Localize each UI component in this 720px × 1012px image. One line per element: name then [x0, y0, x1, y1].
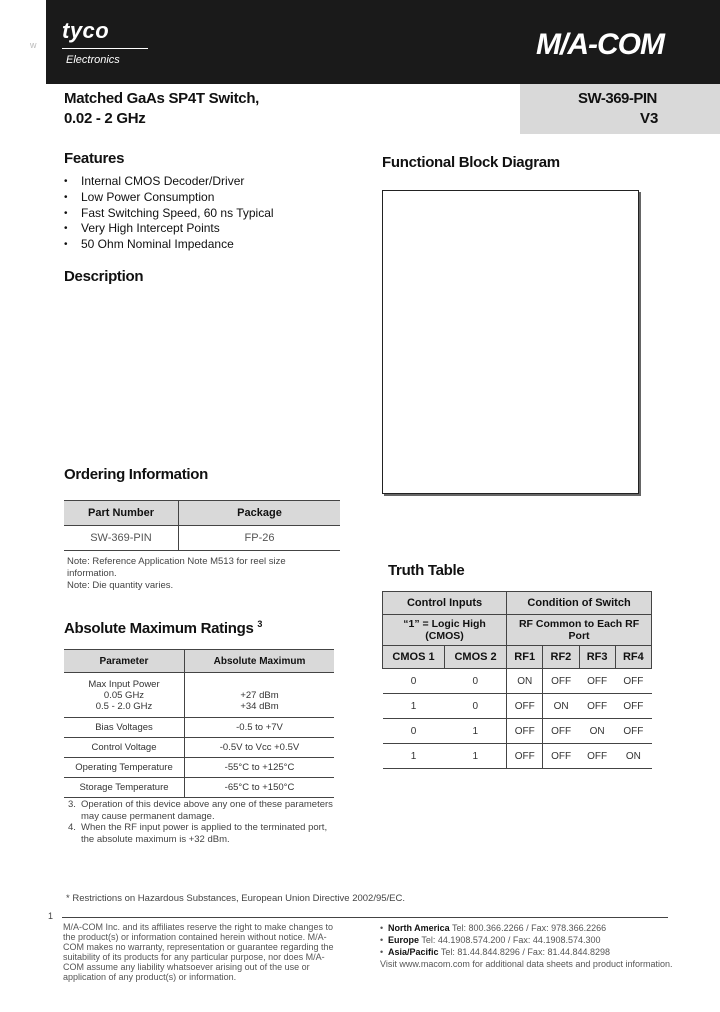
- note-line: When the RF input power is applied to the terminated port,: [81, 822, 328, 833]
- cell-line: 0.05 GHz: [103, 689, 145, 701]
- cell-line: [185, 679, 334, 690]
- amr-note: [68, 822, 338, 834]
- note-line: may cause permanent damage.: [81, 810, 215, 822]
- truth-table: [382, 591, 652, 769]
- feature-item: • Internal CMOS Decoder/Driver: [64, 174, 274, 190]
- contact-region: Europe: [388, 935, 420, 945]
- table-cell: ON: [507, 669, 543, 694]
- table-cell: 0: [445, 669, 507, 694]
- amr-note: [68, 799, 338, 811]
- side-mark: w: [30, 40, 37, 50]
- sub-header: “1” = Logic High (CMOS): [383, 615, 507, 646]
- column-header: Part Number: [64, 501, 179, 526]
- table-header-row: [383, 592, 652, 615]
- table-cell: 1: [445, 719, 507, 744]
- table-cell: [185, 673, 335, 718]
- features-heading: Features: [64, 150, 125, 167]
- footer-disclaimer: M/A-COM Inc. and its affiliates reserve the right to make changes to the product(s) or information contained herein without notice. M/A-COM makes no warranty, representation or guarantee regarding the suitability of its products for any particular purpose, nor does M/A-COM assume any liability whatsoever arising out of the use or application of any product(s) or information.: [63, 922, 334, 982]
- table-cell: OFF: [543, 719, 579, 744]
- block-diagram-heading: Functional Block Diagram: [382, 154, 560, 171]
- feature-item: • Fast Switching Speed, 60 ns Typical: [64, 206, 274, 222]
- page-number: 1: [48, 911, 54, 921]
- tyco-logo-rule: [62, 48, 148, 49]
- table-cell: OFF: [507, 719, 543, 744]
- table-cell: -0.5V to Vcc +0.5V: [185, 738, 335, 758]
- amr-heading: [64, 619, 262, 637]
- cell-line: +27 dBm: [240, 689, 279, 701]
- amr-table: [64, 649, 334, 798]
- table-header-row: [64, 501, 340, 526]
- table-row: [64, 778, 334, 798]
- feature-item: • Very High Intercept Points: [64, 221, 274, 237]
- table-row: [383, 744, 652, 769]
- table-cell: Operating Temperature: [64, 758, 185, 778]
- column-header: RF3: [579, 646, 615, 669]
- ordering-table: [64, 500, 340, 551]
- table-cell: OFF: [579, 669, 615, 694]
- truth-table-heading: Truth Table: [388, 562, 465, 579]
- table-cell: Control Voltage: [64, 738, 185, 758]
- column-header: RF2: [543, 646, 579, 669]
- note-number: 3.: [68, 799, 76, 810]
- column-header: Absolute Maximum: [185, 650, 335, 673]
- table-cell: Bias Voltages: [64, 718, 185, 738]
- table-cell: OFF: [579, 694, 615, 719]
- description-heading: Description: [64, 268, 144, 285]
- table-cell: OFF: [579, 744, 615, 769]
- visit-line: Visit www.macom.com for additional data sheets and product information.: [380, 959, 673, 969]
- table-cell: ON: [543, 694, 579, 719]
- table-cell: 0: [383, 669, 445, 694]
- table-header-row: [383, 615, 652, 646]
- column-header: RF4: [615, 646, 651, 669]
- ordering-note: Note: Die quantity varies.: [67, 580, 174, 591]
- table-cell: OFF: [507, 694, 543, 719]
- feature-item: • Low Power Consumption: [64, 190, 274, 206]
- column-header: Package: [179, 501, 341, 526]
- sub-header: RF Common to Each RF Port: [507, 615, 652, 646]
- product-title-line2: 0.02 - 2 GHz: [64, 110, 146, 127]
- table-cell: OFF: [615, 669, 651, 694]
- table-row: [64, 738, 334, 758]
- cell-line: +34 dBm: [240, 700, 279, 712]
- amr-heading-footnote: 3: [257, 619, 263, 629]
- features-list: [64, 174, 274, 253]
- ordering-heading: Ordering Information: [64, 466, 209, 483]
- contact-line: [380, 922, 672, 934]
- table-cell: OFF: [543, 744, 579, 769]
- table-cell: -55°C to +125°C: [185, 758, 335, 778]
- table-cell: OFF: [543, 669, 579, 694]
- column-header: RF1: [507, 646, 543, 669]
- table-cell: OFF: [615, 694, 651, 719]
- group-header: Control Inputs: [383, 592, 507, 615]
- tyco-logo-sub: Electronics: [66, 54, 120, 66]
- table-cell: 0: [445, 694, 507, 719]
- table-cell: ON: [615, 744, 651, 769]
- amr-notes: [68, 799, 338, 845]
- table-cell: 0: [383, 719, 445, 744]
- version: V3: [640, 110, 659, 127]
- table-cell: 1: [445, 744, 507, 769]
- contact-text: Tel: 800.366.2266 / Fax: 978.366.2266: [449, 923, 607, 933]
- table-row: [64, 673, 334, 718]
- rohs-note: * Restrictions on Hazardous Substances, European Union Directive 2002/95/EC.: [66, 893, 406, 904]
- ordering-notes: [67, 556, 307, 592]
- table-row: [64, 758, 334, 778]
- table-cell: -0.5 to +7V: [185, 718, 335, 738]
- footer-contacts: [380, 922, 672, 970]
- tyco-logo: tyco: [62, 18, 110, 43]
- amr-heading-text: Absolute Maximum Ratings: [64, 620, 254, 637]
- table-cell: OFF: [615, 719, 651, 744]
- contact-region: Asia/Pacific: [388, 947, 439, 957]
- table-row: [383, 669, 652, 694]
- table-cell: Storage Temperature: [64, 778, 185, 798]
- table-cell: 1: [383, 694, 445, 719]
- cell-line: 0.5 - 2.0 GHz: [95, 700, 153, 712]
- table-cell: [64, 673, 185, 718]
- part-number: SW-369-PIN: [578, 90, 657, 107]
- note-number: 4.: [68, 822, 76, 833]
- table-cell: -65°C to +150°C: [185, 778, 335, 798]
- product-title-line1: Matched GaAs SP4T Switch,: [64, 90, 260, 107]
- feature-item: • 50 Ohm Nominal Impedance: [64, 237, 274, 253]
- table-cell: SW-369-PIN: [64, 526, 179, 551]
- table-cell: FP-26: [179, 526, 341, 551]
- note-line: the absolute maximum is +32 dBm.: [81, 833, 230, 845]
- table-row: [64, 526, 340, 551]
- contact-text: Tel: 44.1908.574.200 / Fax: 44.1908.574.300: [419, 935, 601, 945]
- table-row: [383, 694, 652, 719]
- table-header-row: [64, 650, 334, 673]
- contact-text: Tel: 81.44.844.8296 / Fax: 81.44.844.8298: [438, 947, 611, 957]
- table-row: [383, 719, 652, 744]
- table-row: [64, 718, 334, 738]
- column-header: CMOS 1: [383, 646, 445, 669]
- footer-divider: [62, 917, 668, 918]
- ordering-note: Note: Reference Application Note M513 for reel size information.: [67, 556, 286, 579]
- contact-region: North America: [388, 923, 450, 933]
- table-header-row: [383, 646, 652, 669]
- contact-line: [380, 946, 672, 958]
- contact-line: [380, 934, 672, 946]
- table-cell: OFF: [507, 744, 543, 769]
- group-header: Condition of Switch: [507, 592, 652, 615]
- note-line: Operation of this device above any one of these parameters: [81, 799, 333, 810]
- column-header: Parameter: [64, 650, 185, 673]
- column-header: CMOS 2: [445, 646, 507, 669]
- macom-logo: M/A-COM: [536, 28, 664, 61]
- table-cell: ON: [579, 719, 615, 744]
- block-diagram-frame: [382, 190, 639, 494]
- cell-line: Max Input Power: [88, 678, 160, 690]
- table-cell: 1: [383, 744, 445, 769]
